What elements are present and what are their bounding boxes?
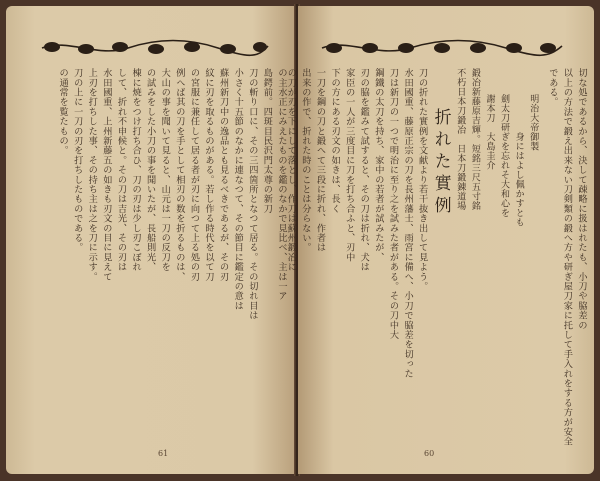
text-column: 紋に刃を取るものがある。若し作る時代を以て刀 — [203, 68, 215, 282]
ornament-vine-left — [38, 36, 270, 60]
text-column: 下の方にある刃文の如きは、長く — [329, 68, 341, 214]
text-column: 一刀を鋼の刀と鍛へて三段に折れ、作者は — [314, 68, 326, 253]
text-column: 家臣の一人が三度目に刀を打ち合ふと、刃中 — [343, 68, 355, 262]
text-column: 水田國重、藤原正宗の刀を長州藩士、雨宮に備へ、小刀で脇差を切った — [402, 68, 414, 379]
left-text-columns — [24, 68, 286, 408]
text-column: である。 — [546, 68, 558, 107]
text-column: の刀が刃を下にして落とし、作刀は蘇州鍛冶に — [285, 68, 297, 272]
text-column: 刃の脇を鑑みて試すると、その刀は折れ、犬は — [358, 68, 370, 272]
ornament-vine-right — [318, 36, 564, 60]
text-column: 刀の上に一刀の刃を打ちしたものである。 — [71, 68, 83, 253]
text-column: の通常を覧たもの。 — [57, 68, 69, 156]
text-column: 刀は新刀の一つで明治に至り之を試みた者がある。その刀中大 — [387, 68, 399, 340]
right-page — [285, 6, 594, 474]
text-column: 刀の折れた實例を文献より若干抜き出して見よう。 — [416, 68, 428, 292]
poem-attribution: 謝本刀 大島圭介 — [484, 94, 495, 170]
text-column: 水田國重、上州新藤五の如きも刃文の目に見えて — [100, 68, 112, 282]
poem-line: 劍太刀研ぎを忘れそ大和心を — [499, 94, 510, 218]
page-number-right: 60 — [424, 449, 435, 458]
poem-line: 身にはよし佩かすとも — [513, 132, 524, 227]
text-column: 上刃を打ちした事、その持ち主は之を刀に示す。 — [86, 68, 98, 282]
text-column: 刀の斬り口に、その三四箇所となつて居る。その切れ目は — [246, 68, 258, 321]
text-column: の試みをした小刀の事を聞いたが、長船則光、 — [144, 68, 156, 272]
text-column: 鍛冶新藤原吉輝。短銘三尺五寸銘 — [469, 68, 480, 211]
text-column: 出来の作で、折れた時のことは分らない。 — [299, 68, 311, 253]
text-column: 鋼鐵の太刀を持ち、家中の若者が試みたが、 — [372, 68, 384, 262]
section-heading: 折れた實例 — [430, 108, 451, 218]
text-column: 不朽日本刀鍛冶 日本刀鍛錬道場 — [455, 68, 466, 211]
text-column: の宮服に兼任して居る者が刃に向つて上る処の刃 — [188, 68, 200, 282]
text-column: 例へば其の刀を手として相刃の数を折るものは、 — [173, 68, 185, 282]
text-column: 大山の事を聞いて見ると、山元は一刀の反刀を — [159, 68, 171, 272]
text-column: 島鍔前。四斑目民沢門太尊の新刀 — [261, 68, 273, 214]
page-number-left: 61 — [158, 449, 169, 458]
left-page — [6, 6, 296, 474]
text-column: 小さく十五節のなかに連なつて、その節目に鑑定の意は — [232, 68, 244, 311]
text-column: して、折れ不申候と。その刀は吉光、その刃は — [115, 68, 127, 272]
text-column: 蘇州新刀中の逸品とも見るべきであるが、その刃 — [217, 68, 229, 282]
right-text-columns — [285, 68, 587, 447]
text-column: 以上の方法で鍛え出来ない刀剣類の鍛へ方や研ぎ屋刀家に托して手入れをする方が安全 — [561, 68, 573, 447]
text-column: 棟に焼をつけ打ち合ひ、刀の刃は少し刃こぼれ — [130, 68, 142, 272]
text-column: の主水正にみえたものを鑑のなかで見比べ、主は一ア — [276, 68, 287, 301]
poem-title: 明治大帝御製 — [528, 94, 539, 151]
text-column: 切な処であるから、決して疎略に扱はれたも、小刀や脇差の — [576, 68, 587, 330]
